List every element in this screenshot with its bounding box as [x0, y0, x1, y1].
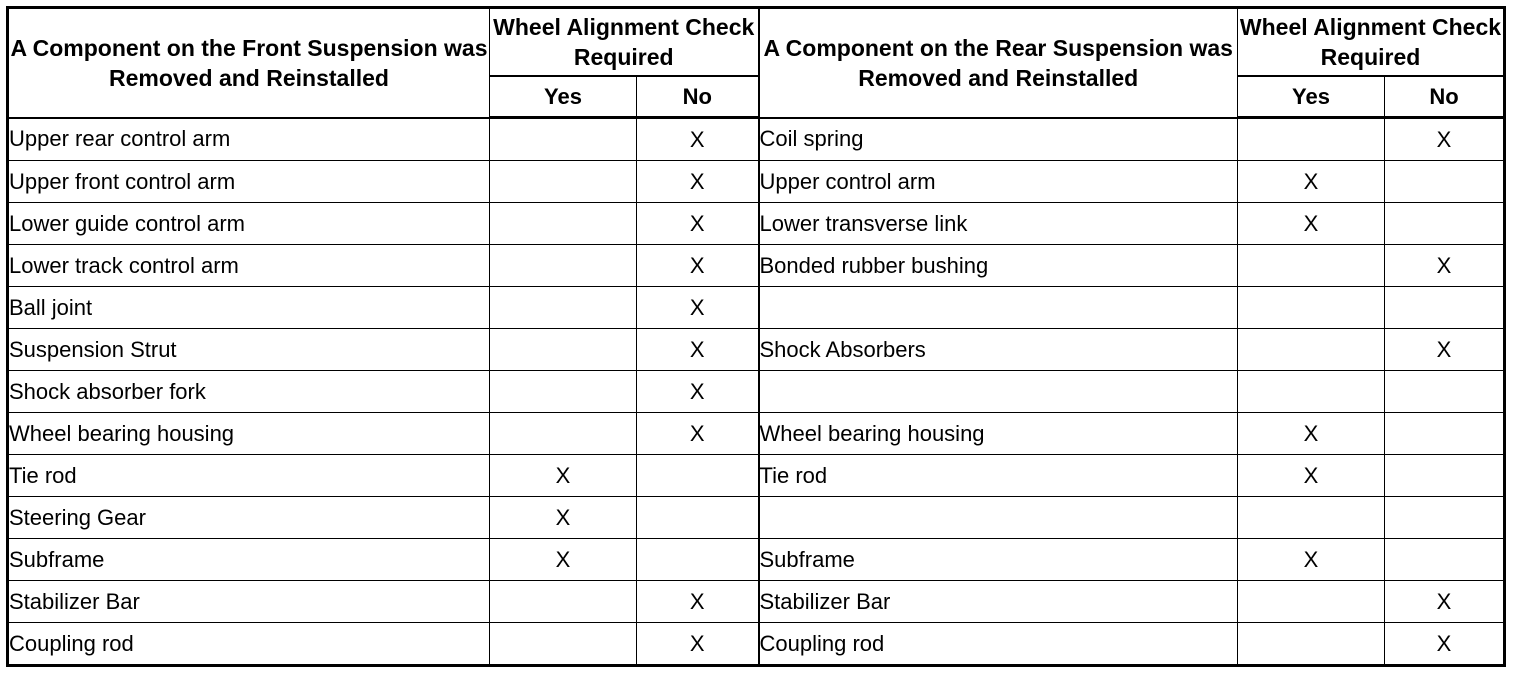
rear-component-cell [759, 497, 1238, 539]
rear-check-header: Wheel Alignment Check Required [1238, 8, 1505, 77]
front-component-cell: Lower guide control arm [8, 203, 490, 245]
rear-component-cell: Stabilizer Bar [759, 581, 1238, 623]
front-no-cell: X [637, 581, 759, 623]
rear-yes-cell [1238, 497, 1385, 539]
front-no-cell: X [637, 203, 759, 245]
table-row [8, 455, 1505, 497]
rear-component-cell [759, 371, 1238, 413]
rear-component-cell: Shock Absorbers [759, 329, 1238, 371]
rear-no-cell: X [1385, 118, 1505, 161]
front-yes-cell: X [490, 497, 637, 539]
front-yes-cell: X [490, 539, 637, 581]
front-yes-cell [490, 161, 637, 203]
front-component-cell: Steering Gear [8, 497, 490, 539]
table-row [8, 203, 1505, 245]
rear-component-header: A Component on the Rear Suspension was Removed and Reinstalled [759, 8, 1238, 118]
front-no-cell: X [637, 329, 759, 371]
front-no-cell: X [637, 245, 759, 287]
rear-component-cell: Coil spring [759, 118, 1238, 161]
rear-component-cell [759, 287, 1238, 329]
rear-component-cell: Bonded rubber bushing [759, 245, 1238, 287]
front-component-cell: Coupling rod [8, 623, 490, 666]
front-yes-cell [490, 413, 637, 455]
front-yes-cell [490, 581, 637, 623]
front-yes-cell [490, 203, 637, 245]
rear-component-cell: Upper control arm [759, 161, 1238, 203]
rear-yes-cell: X [1238, 413, 1385, 455]
table-row [8, 329, 1505, 371]
rear-no-header: No [1385, 76, 1505, 118]
table-row [8, 371, 1505, 413]
rear-yes-cell [1238, 329, 1385, 371]
rear-yes-cell: X [1238, 161, 1385, 203]
front-component-cell: Suspension Strut [8, 329, 490, 371]
front-component-cell: Shock absorber fork [8, 371, 490, 413]
wheel-alignment-table [6, 6, 1506, 667]
rear-yes-cell [1238, 581, 1385, 623]
front-no-cell: X [637, 623, 759, 666]
table-row [8, 118, 1505, 161]
rear-no-cell [1385, 287, 1505, 329]
table-row [8, 161, 1505, 203]
table-row [8, 497, 1505, 539]
rear-component-cell: Tie rod [759, 455, 1238, 497]
rear-no-cell: X [1385, 581, 1505, 623]
front-no-header: No [637, 76, 759, 118]
table-row [8, 623, 1505, 666]
rear-component-cell: Subframe [759, 539, 1238, 581]
rear-component-cell: Coupling rod [759, 623, 1238, 666]
table-row [8, 539, 1505, 581]
rear-yes-cell [1238, 287, 1385, 329]
wheel-alignment-table-container [6, 6, 1506, 667]
front-component-cell: Upper front control arm [8, 161, 490, 203]
table-row [8, 413, 1505, 455]
rear-yes-cell [1238, 623, 1385, 666]
header-row-main [8, 8, 1505, 77]
front-component-cell: Subframe [8, 539, 490, 581]
rear-yes-cell: X [1238, 539, 1385, 581]
rear-yes-header: Yes [1238, 76, 1385, 118]
front-no-cell [637, 497, 759, 539]
rear-yes-cell [1238, 245, 1385, 287]
front-no-cell: X [637, 371, 759, 413]
front-yes-cell [490, 245, 637, 287]
front-component-cell: Lower track control arm [8, 245, 490, 287]
rear-no-cell [1385, 161, 1505, 203]
rear-no-cell [1385, 371, 1505, 413]
front-component-cell: Wheel bearing housing [8, 413, 490, 455]
front-yes-cell [490, 118, 637, 161]
front-check-header: Wheel Alignment Check Required [490, 8, 759, 77]
rear-yes-cell: X [1238, 455, 1385, 497]
rear-no-cell [1385, 539, 1505, 581]
front-yes-cell [490, 287, 637, 329]
front-no-cell [637, 455, 759, 497]
rear-yes-cell [1238, 118, 1385, 161]
front-yes-cell [490, 623, 637, 666]
rear-component-cell: Wheel bearing housing [759, 413, 1238, 455]
rear-no-cell [1385, 497, 1505, 539]
front-component-cell: Upper rear control arm [8, 118, 490, 161]
front-no-cell: X [637, 413, 759, 455]
rear-no-cell: X [1385, 245, 1505, 287]
table-row [8, 245, 1505, 287]
rear-yes-cell [1238, 371, 1385, 413]
front-component-cell: Ball joint [8, 287, 490, 329]
table-row [8, 287, 1505, 329]
front-no-cell: X [637, 287, 759, 329]
front-component-cell: Stabilizer Bar [8, 581, 490, 623]
rear-component-cell: Lower transverse link [759, 203, 1238, 245]
front-no-cell: X [637, 161, 759, 203]
front-yes-header: Yes [490, 76, 637, 118]
front-no-cell [637, 539, 759, 581]
front-yes-cell [490, 329, 637, 371]
rear-no-cell: X [1385, 623, 1505, 666]
front-yes-cell [490, 371, 637, 413]
front-no-cell: X [637, 118, 759, 161]
front-component-cell: Tie rod [8, 455, 490, 497]
rear-no-cell [1385, 203, 1505, 245]
rear-yes-cell: X [1238, 203, 1385, 245]
table-row [8, 581, 1505, 623]
rear-no-cell [1385, 413, 1505, 455]
rear-no-cell: X [1385, 329, 1505, 371]
front-yes-cell: X [490, 455, 637, 497]
front-component-header: A Component on the Front Suspension was Removed and Reinstalled [8, 8, 490, 118]
table-body [8, 118, 1505, 666]
rear-no-cell [1385, 455, 1505, 497]
